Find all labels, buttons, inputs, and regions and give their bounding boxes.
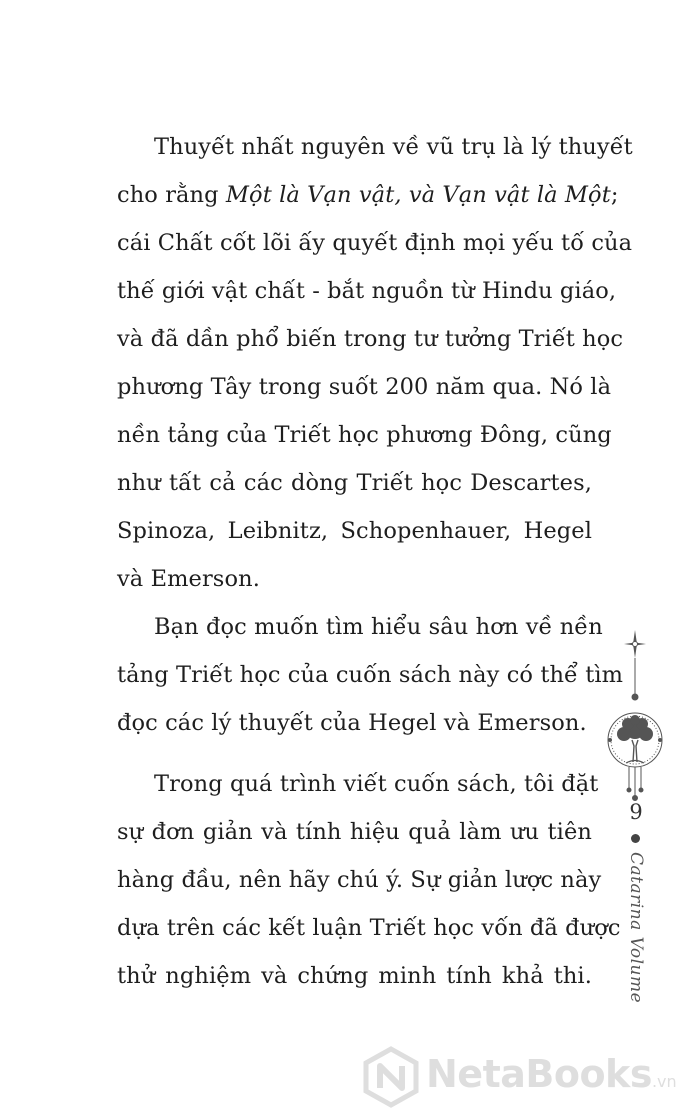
- text-line: thử nghiệm và chứng minh tính khả thi.: [117, 963, 592, 989]
- italic-phrase: Một là Vạn vật, và Vạn vật là Một: [225, 182, 611, 208]
- text-segment: ;: [610, 182, 619, 208]
- text-line: Spinoza, Leibnitz, Schopenhauer, Hegel: [117, 518, 592, 544]
- text-segment: cho rằng: [117, 182, 226, 208]
- series-title: Catarina Volume: [626, 852, 646, 1004]
- text-line: và Emerson.: [117, 566, 260, 592]
- text-line: [117, 171, 619, 219]
- text-line: Bạn đọc muốn tìm hiểu sâu hơn về nền: [154, 614, 603, 640]
- text-line: phương Tây trong suốt 200 năm qua. Nó là: [117, 374, 612, 400]
- text-line: nền tảng của Triết học phương Đông, cũng: [117, 422, 612, 448]
- text-line: dựa trên các kết luận Triết học vốn đã được: [117, 915, 621, 941]
- separator-dot: [631, 834, 640, 843]
- text-line: Trong quá trình viết cuốn sách, tôi đặt: [154, 771, 599, 797]
- text-line: cái Chất cốt lõi ấy quyết định mọi yếu tố của: [117, 230, 633, 256]
- text-line: sự đơn giản và tính hiệu quả làm ưu tiên: [117, 819, 592, 845]
- tree-of-life-icon: [602, 628, 668, 828]
- paragraph-simplicity: [117, 760, 621, 1000]
- watermark-brand: NetaBooks: [426, 1052, 652, 1096]
- page-number: 9: [629, 800, 643, 824]
- watermark-suffix: .vn: [651, 1072, 677, 1091]
- text-line: và đã dần phổ biến trong tư tưởng Triết học: [117, 326, 624, 352]
- text-line: Thuyết nhất nguyên về vũ trụ là lý thuyết: [154, 134, 633, 160]
- text-line: thế giới vật chất - bắt nguồn từ Hindu giáo,: [117, 278, 617, 304]
- watermark-text: [426, 1050, 677, 1106]
- text-line: hàng đầu, nên hãy chú ý. Sự giản lược này: [117, 867, 602, 893]
- text-line: như tất cả các dòng Triết học Descartes,: [117, 470, 592, 496]
- paragraph-monism: [117, 123, 633, 603]
- netabooks-logo-icon: [360, 1046, 422, 1108]
- text-line: đọc các lý thuyết của Hegel và Emerson.: [117, 710, 587, 736]
- netabooks-watermark: [360, 1040, 690, 1110]
- text-line: tảng Triết học của cuốn sách này có thể tìm: [117, 662, 624, 688]
- paragraph-reader-note: [117, 603, 624, 747]
